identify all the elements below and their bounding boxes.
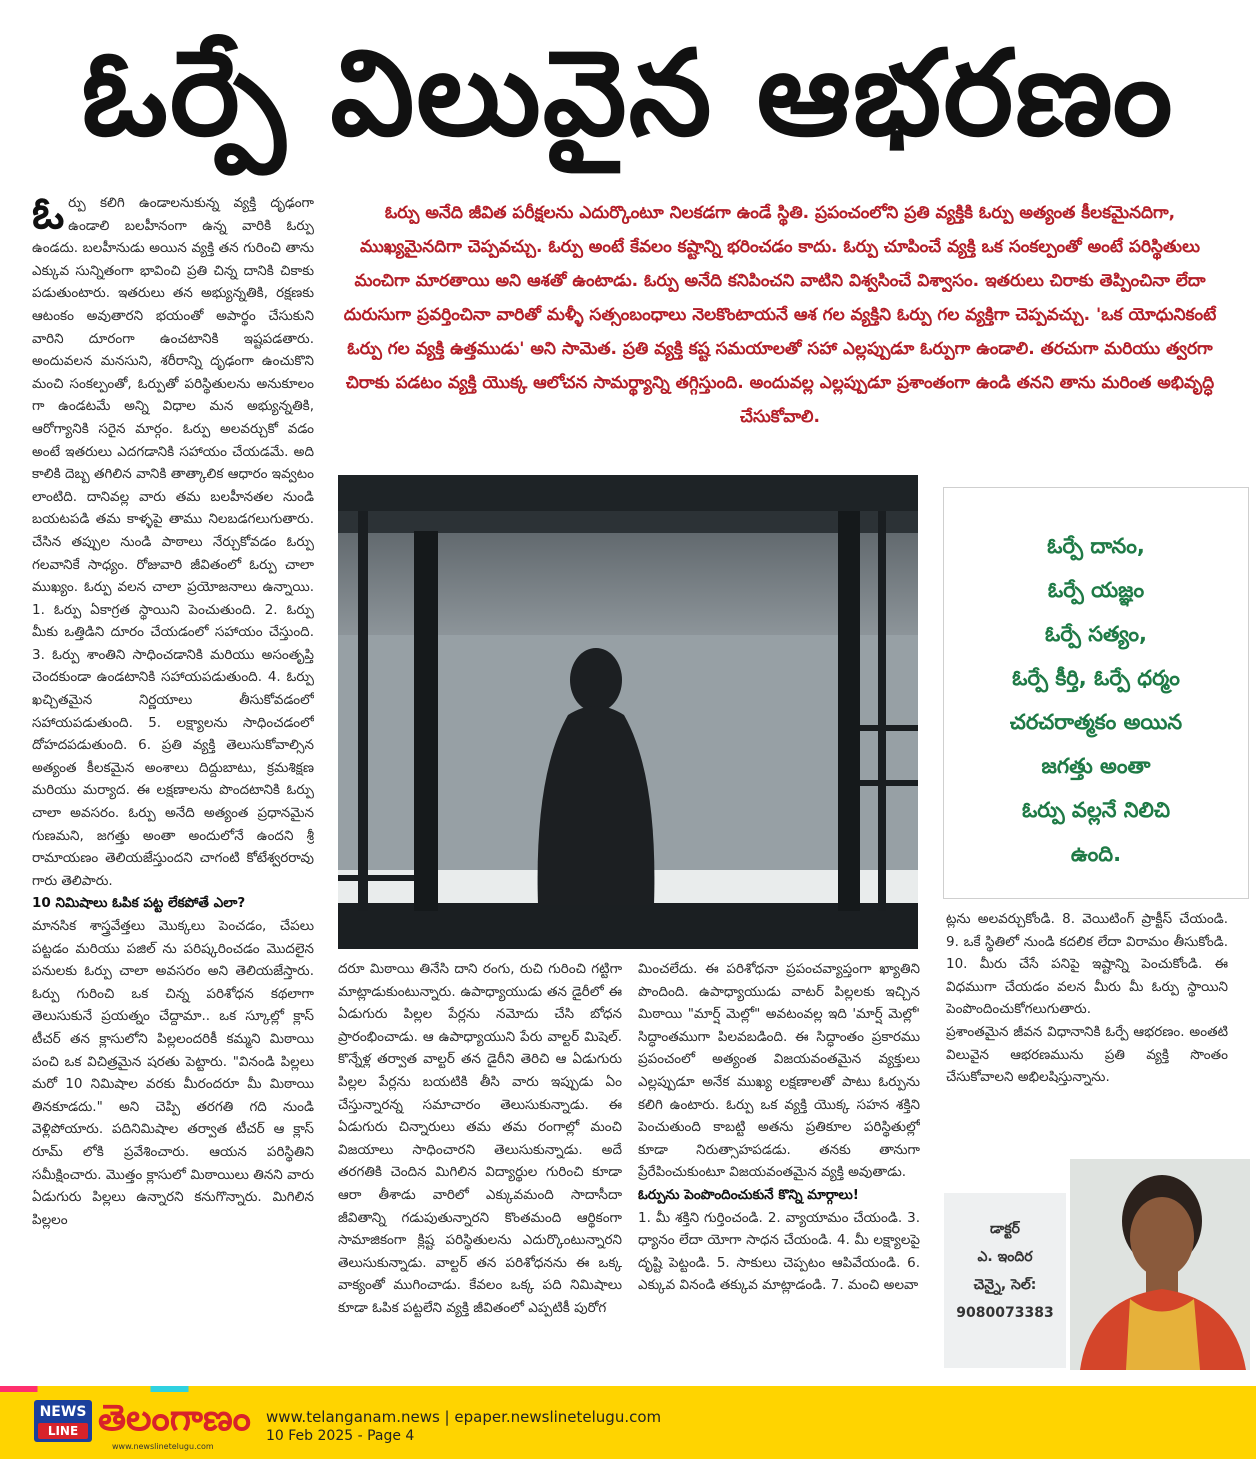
article-column-2 <box>338 958 622 1382</box>
article-column-4 <box>946 908 1228 1134</box>
quote-line: ఓర్పు వల్లనే నిలిచి <box>1021 798 1171 822</box>
section-subhead: ఓర్పును పెంపొందించుకునే కొన్ని మార్గాలు! <box>638 1186 859 1203</box>
author-city: చెన్నై, సెల్: <box>973 1277 1037 1293</box>
author-byline <box>944 1193 1066 1368</box>
quote-line: ఓర్పే కీర్తి, ఓర్పే ధర్మం <box>1012 666 1180 690</box>
footer-color-strip <box>0 1386 1256 1392</box>
column-3-paragraph: మించలేదు. ఈ పరిశోధనా ప్రపంచవ్యాప్తంగా ఖ్యాతిని పొందింది. ఉపాధ్యాయుడు వాటర్ పిల్లలకు ఇచ్చిన మిఠాయి "మార్ష్ మెల్లో" అవటంవల్ల ఇది 'మార్ష్ మెల్లో' సిద్ధాంతముగా పిలవబడింది. ఈ సిద్ధాంతం ప్రకారము ప్రపంచంలో అత్యంత విజయవంతమైన వ్యక్తులు ఎల్లప్పుడూ అనేక ముఖ్య లక్షణాలతో పాటు ఓర్పును కలిగి ఉంటారు. ఓర్పు ఒక వ్యక్తి యొక్క సహన శక్తిని పెంచుతుంది కాబట్టి అతను ప్రతికూల పరిస్థితుల్లో కూడా నిరుత్సాహపడడు. తనకు తానుగా ప్రేరేపించుకుంటూ విజయవంతమైన వ్యక్తి అవుతాడు. <box>638 961 920 1181</box>
column-2-paragraph: దరూ మిఠాయి తినేసి దాని రంగు, రుచి గురించి గట్టిగా మాట్లాడుకుంటున్నారు. ఉపాధ్యాయుడు తన డైరీలో ఈ ఏడుగురు పిల్లల పేర్లను నమోదు చేసి బోధన ప్రారంభించాడు. ఆ ఉపాధ్యాయుని పేరు వాల్టర్ మిషెల్. కొన్నేళ్ల తర్వాత వాల్టర్ తన డైరీని తెరిచి ఆ ఏడుగురు పిల్లల పేర్లను బయటికి తీసి వారు ఇప్పుడు ఏం చేస్తున్నారన్న సమాచారం తెలుసుకున్నాడు. ఈ ఏడుగురు చిన్నారులు తమ తమ రంగాల్లో మంచి విజయాలు సాధించారని తెలుసుకున్నాడు. అదే తరగతికి చెందిన మిగిలిన విద్యార్థుల గురించి కూడా ఆరా తీశాడు వారిలో ఎక్కువమంది సాదాసీదా జీవితాన్ని గడుపుతున్నారని కొంతమంది ఆర్థికంగా సామాజికంగా క్లిష్ట పరిస్థితులను ఎదుర్కొంటున్నారని తెలుసుకున్నాడు. వాల్టర్ తన పరిశోధనను ఈ ఒక్క వాక్యంతో ముగించాడు. కేవలం ఒక్క పది నిమిషాలు కూడా ఓపిక పట్టలేని వ్యక్తి జీవితంలో ఎప్పటికీ పురోగ <box>338 961 622 1316</box>
quote-line: ఓర్పే దానం, <box>1047 534 1145 558</box>
author-title: డాక్టర్ <box>990 1221 1020 1237</box>
column-4-paragraph: ట్లను అలవర్చుకోండి. 8. వెయిటింగ్ ప్రాక్టీస్ చేయండి. 9. ఒకే స్థితిలో నుండి కదలిక లేదా విరామం తీసుకోండి. 10. మీరు చేసే పనిపై ఇష్టాన్ని పెంచుకోండి. ఈ విధముగా చేయడం వలన మీరు మీ ఓర్పు స్థాయిని పెంపొందించుకోగలుగుతారు. <box>946 911 1228 1018</box>
section-subhead: 10 నిమిషాలు ఓపిక పట్ట లేకపోతే ఎలా? <box>32 895 246 912</box>
footer-websites: www.telanganam.news | epaper.newslinetelugu.com <box>266 1408 662 1426</box>
logo-website: www.newslinetelugu.com <box>112 1442 214 1451</box>
article-photo <box>338 475 918 949</box>
person-by-window-image <box>338 475 918 949</box>
author-phone: 9080073383 <box>956 1305 1054 1321</box>
author-name: ఎ. ఇందిర <box>977 1249 1033 1265</box>
quote-line: చరచరాత్మకం అయిన <box>1009 710 1183 734</box>
page-headline: ఓర్పే విలువైన ఆభరణం <box>81 24 1175 162</box>
column-3-paragraph-2: 1. మీ శక్తిని గుర్తించండి. 2. వ్యాయామం చేయండి. 3. ధ్యానం లేదా యోగా సాధన చేయండి. 4. మీ లక్ష్యాలపై దృష్టి పెట్టండి. 5. సాకులు చెప్పటం ఆపివేయండి. 6. ఎక్కువ వినండి తక్కువ మాట్లాడండి. 7. మంచి అలవా <box>638 1209 920 1294</box>
author-portrait-image <box>1070 1159 1250 1370</box>
quote-box <box>943 487 1249 899</box>
column-1-paragraph-2: మానసిక శాస్త్రవేత్తలు మొక్కలు పెంచడం, చేపలు పట్టడం మరియు పజిల్ ను పరిష్కరించడం మొదలైన పనులకు ఓర్పు చాలా అవసరం అని తెలియజేస్తారు. ఓర్పు గురించి ఒక చిన్న పరిశోధన కథలాగా తెలుసుకునే ప్రయత్నం చేద్దామా.. ఒక స్కూల్లో క్లాస్ టీచర్ తన క్లాసులోని పిల్లలందరికీ కమ్మని మిఠాయి పంచి ఒక విచిత్రమైన షరతు పెట్టారు. "వినండి పిల్లలు మరో 10 నిమిషాల వరకు మీరందరూ మీ మిఠాయి తినకూడదు." అని చెప్పి తరగతి గది నుండి వెళ్లిపోయారు. పదినిమిషాల తర్వాత టీచర్ ఆ క్లాస్ రూమ్ లోకి ప్రవేశించారు. ఆయన పరిస్థితిని సమీక్షించారు. మొత్తం క్లాసులో మిఠాయిలు తినని వారు ఏడుగురు పిల్లలు ఉన్నారని కనుగొన్నారు. మిగిలిన పిల్లలం <box>32 918 314 1228</box>
telanganam-brand: తెలంగాణం <box>98 1398 251 1439</box>
quote-line: ఓర్పే సత్యం, <box>1045 622 1147 646</box>
lead-paragraph: ఓర్పు అనేది జీవిత పరీక్షలను ఎదుర్కొంటూ నిలకడగా ఉండే స్థితి. ప్రపంచంలోని ప్రతి వ్యక్తికి ఓర్పు అత్యంత కీలకమైనదిగా, ముఖ్యమైనదిగా చెప్పవచ్చు. ఓర్పు అంటే కేవలం కష్టాన్ని భరించడం కాదు. ఓర్పు చూపించే వ్యక్తి ఒక సంకల్పంతో అంటే పరిస్థితులు మంచిగా మారతాయి అని ఆశతో ఉంటాడు. ఓర్పు అనేది కనిపించని వాటిని విశ్వసించే విశ్వాసం. ఇతరులు చిరాకు తెప్పించినా లేదా దురుసుగా ప్రవర్తించినా వారితో మళ్ళీ సత్సంబంధాలు నెలకొంటాయనే ఆశ గల వ్యక్తిని ఓర్పు గల వ్యక్తిగా చెప్పవచ్చు. 'ఒక యోధునికంటే ఓర్పు గల వ్యక్తి ఉత్తముడు' అని సామెత. ప్రతి వ్యక్తి కష్ట సమయాలతో సహా ఎల్లప్పుడూ ఓర్పుగా ఉండాలి. తరచుగా మరియు త్వరగా చిరాకు పడటం వ్యక్తి యొక్క ఆలోచన సామర్థ్యాన్ని తగ్గిస్తుంది. అందువల్ల ఎల్లప్పుడూ ప్రశాంతంగా ఉండి తనని తాను మరింత అభివృద్ధి చేసుకోవాలి. <box>343 203 1217 427</box>
dropcap: ఓ <box>32 192 65 239</box>
quote-line: ఓర్పే యజ్ఞం <box>1047 578 1145 602</box>
newsline-logo: NEWS LINE <box>34 1400 92 1442</box>
article-column-1 <box>32 192 314 1382</box>
quote-line: ఉంది. <box>1070 842 1122 866</box>
article-column-3 <box>638 958 920 1382</box>
quote-line: జగత్తు అంతా <box>1041 754 1151 778</box>
column-4-paragraph-2: ప్రశాంతమైన జీవన విధానానికి ఓర్పే ఆభరణం. అంతటి విలువైన ఆభరణమును ప్రతి వ్యక్తి సొంతం చేసుకోవాలని అభిలషిస్తున్నాను. <box>946 1023 1228 1086</box>
footer-date-page: 10 Feb 2025 - Page 4 <box>266 1428 415 1444</box>
column-1-paragraph: ఓర్పు కలిగి ఉండాలనుకున్న వ్యక్తి దృఢంగా ఉండాలి బలహీనంగా ఉన్న వారికి ఓర్పు ఉండదు. బలహీనుడు అయిన వ్యక్తి తన గురించి తాను ఎక్కువ సున్నితంగా భావించి ప్రతి చిన్న దానికి చికాకు పడుతుంటారు. ఇతరులు తన అభ్యున్నతికి, రక్షణకు ఆటంకం అవుతారని భయంతో అపార్థం చేసుకుని వారిని దూరంగా ఉంచటానికి ఇష్టపడతారు. అందువలన మనసుని, శరీరాన్ని దృఢంగా ఉంచుకొని మంచి సంకల్పంతో, ఓర్పుతో పరిస్థితులను అనుకూలం గా ఉండటమే అన్ని విధాల మన అభ్యున్నతికి, ఆరోగ్యానికి సరైన మార్గం. ఓర్పు అలవర్చుకో వడం అంటే ఇతరులు ఎదగడానికి సహాయం చేయడమే. అది కాలికి దెబ్బ తగిలిన వానికి తాత్కాలిక ఆధారం ఇవ్వటం లాంటిది. దానివల్ల వారు తమ బలహీనతల నుండి బయటపడి తమ కాళ్ళపై తాము నిలబడగలుగుతారు. చేసిన తప్పుల నుండి పాఠాలు నేర్చుకోవడం ఓర్పు గలవానికే సాధ్యం. రోజువారి జీవితంలో ఓర్పు చాలా ముఖ్యం. ఓర్పు వలన చాలా ప్రయోజనాలు ఉన్నాయి. 1. ఓర్పు ఏకాగ్రత స్థాయిని పెంచుతుంది. 2. ఓర్పు మీకు ఒత్తిడిని దూరం చేయడంలో సహాయం చేస్తుంది. 3. ఓర్పు శాంతిని సాధించడానికి మరియు అసంతృప్తి చెందకుండా ఉండటానికి సహాయపడుతుంది. 4. ఓర్పు ఖచ్చితమైన నిర్ణయాలు తీసుకోవడంలో సహాయపడుతుంది. 5. లక్ష్యాలను సాధించడంలో దోహదపడుతుంది. 6. ప్రతి వ్యక్తి తెలుసుకోవాల్సిన అత్యంత కీలకమైన అంశాలు దిద్దుబాటు, క్రమశిక్షణ మరియు మర్యాద. ఈ లక్షణాలను పొందటానికి ఓర్పు చాలా అవసరం. ఓర్పు అనేది అత్యంత ప్రధానమైన గుణమని, జగత్తు అంతా అందులోనే ఉందని శ్రీ రామాయణం తెలియజేస్తుందని చాగంటి కోటేశ్వరరావు గారు తెలిపారు. <box>32 192 314 889</box>
author-photo <box>1070 1159 1250 1370</box>
